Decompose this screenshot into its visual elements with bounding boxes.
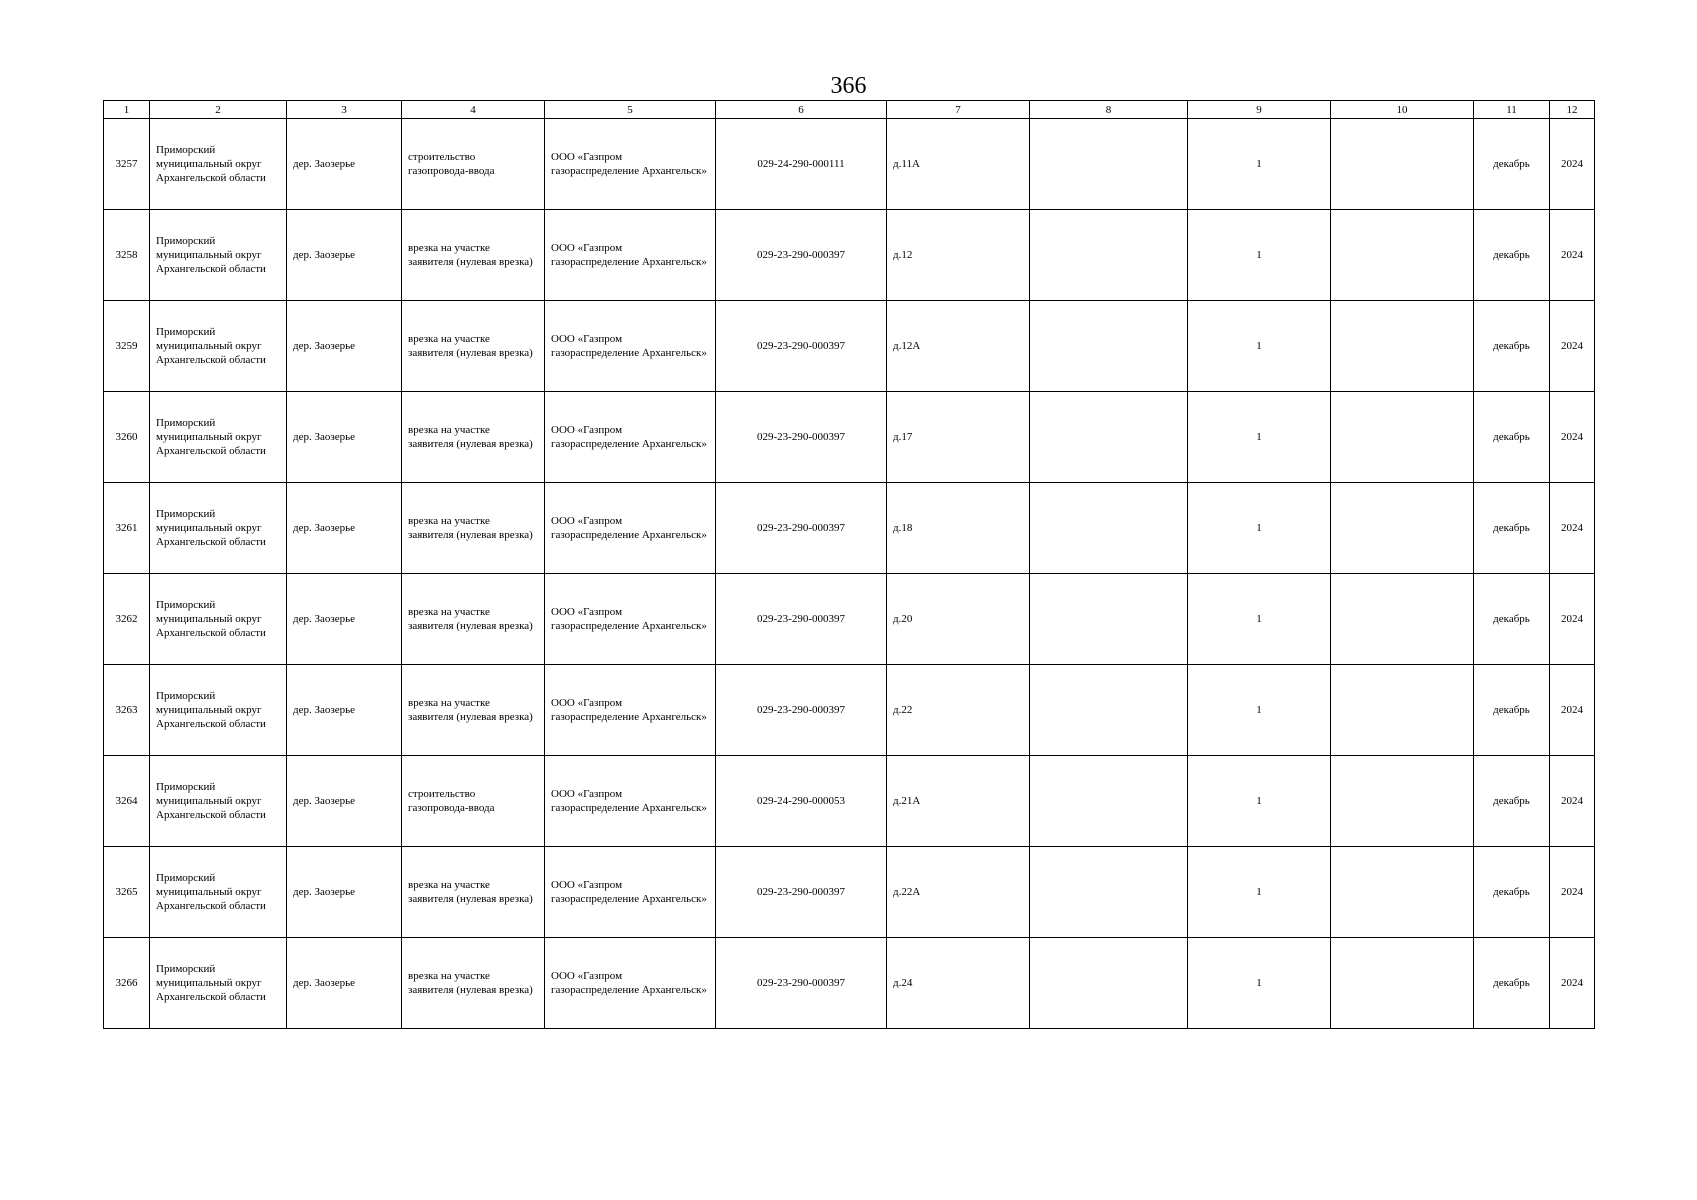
cell-col10 bbox=[1331, 847, 1474, 938]
table-row bbox=[104, 210, 1595, 301]
cell-count: 1 bbox=[1188, 938, 1331, 1029]
cell-month: декабрь bbox=[1474, 301, 1550, 392]
cell-col8 bbox=[1030, 847, 1188, 938]
cell-row-number: 3266 bbox=[104, 938, 150, 1029]
cell-settlement: дер. Заозерье bbox=[287, 938, 402, 1029]
cell-year: 2024 bbox=[1550, 665, 1595, 756]
cell-district: Приморский муниципальный округ Архангельской области bbox=[150, 483, 287, 574]
table-row bbox=[104, 665, 1595, 756]
cell-work-type: врезка на участке заявителя (нулевая врезка) bbox=[402, 847, 545, 938]
cell-row-number: 3259 bbox=[104, 301, 150, 392]
cell-count: 1 bbox=[1188, 392, 1331, 483]
cell-house: д.24 bbox=[887, 938, 1030, 1029]
cell-organization: ООО «Газпром газораспределение Архангельск» bbox=[545, 574, 716, 665]
column-header-2: 2 bbox=[150, 101, 287, 119]
cell-district: Приморский муниципальный округ Архангельской области bbox=[150, 756, 287, 847]
column-header-12: 12 bbox=[1550, 101, 1595, 119]
cell-code: 029-23-290-000397 bbox=[716, 392, 887, 483]
cell-count: 1 bbox=[1188, 119, 1331, 210]
cell-month: декабрь bbox=[1474, 938, 1550, 1029]
cell-row-number: 3261 bbox=[104, 483, 150, 574]
cell-organization: ООО «Газпром газораспределение Архангельск» bbox=[545, 210, 716, 301]
cell-col10 bbox=[1331, 574, 1474, 665]
cell-year: 2024 bbox=[1550, 119, 1595, 210]
cell-work-type: строительство газопровода-ввода bbox=[402, 756, 545, 847]
cell-settlement: дер. Заозерье bbox=[287, 301, 402, 392]
cell-house: д.12 bbox=[887, 210, 1030, 301]
cell-col10 bbox=[1331, 665, 1474, 756]
cell-row-number: 3263 bbox=[104, 665, 150, 756]
cell-work-type: врезка на участке заявителя (нулевая врезка) bbox=[402, 938, 545, 1029]
cell-district: Приморский муниципальный округ Архангельской области bbox=[150, 119, 287, 210]
cell-district: Приморский муниципальный округ Архангельской области bbox=[150, 392, 287, 483]
cell-house: д.20 bbox=[887, 574, 1030, 665]
column-header-3: 3 bbox=[287, 101, 402, 119]
cell-work-type: врезка на участке заявителя (нулевая врезка) bbox=[402, 665, 545, 756]
cell-district: Приморский муниципальный округ Архангельской области bbox=[150, 574, 287, 665]
gasification-registry-table bbox=[103, 100, 1595, 1029]
cell-code: 029-23-290-000397 bbox=[716, 665, 887, 756]
cell-organization: ООО «Газпром газораспределение Архангельск» bbox=[545, 301, 716, 392]
cell-organization: ООО «Газпром газораспределение Архангельск» bbox=[545, 847, 716, 938]
table-row bbox=[104, 938, 1595, 1029]
column-header-11: 11 bbox=[1474, 101, 1550, 119]
cell-col8 bbox=[1030, 574, 1188, 665]
cell-settlement: дер. Заозерье bbox=[287, 574, 402, 665]
cell-count: 1 bbox=[1188, 847, 1331, 938]
cell-year: 2024 bbox=[1550, 483, 1595, 574]
cell-work-type: врезка на участке заявителя (нулевая врезка) bbox=[402, 483, 545, 574]
cell-organization: ООО «Газпром газораспределение Архангельск» bbox=[545, 119, 716, 210]
cell-col8 bbox=[1030, 756, 1188, 847]
cell-code: 029-23-290-000397 bbox=[716, 301, 887, 392]
cell-house: д.17 bbox=[887, 392, 1030, 483]
cell-house: д.12А bbox=[887, 301, 1030, 392]
table-body bbox=[104, 101, 1595, 1029]
cell-organization: ООО «Газпром газораспределение Архангельск» bbox=[545, 392, 716, 483]
cell-col10 bbox=[1331, 301, 1474, 392]
cell-col10 bbox=[1331, 483, 1474, 574]
cell-settlement: дер. Заозерье bbox=[287, 756, 402, 847]
table-row bbox=[104, 756, 1595, 847]
cell-month: декабрь bbox=[1474, 392, 1550, 483]
cell-code: 029-24-290-000111 bbox=[716, 119, 887, 210]
cell-settlement: дер. Заозерье bbox=[287, 210, 402, 301]
column-header-10: 10 bbox=[1331, 101, 1474, 119]
cell-year: 2024 bbox=[1550, 756, 1595, 847]
cell-row-number: 3265 bbox=[104, 847, 150, 938]
cell-work-type: врезка на участке заявителя (нулевая врезка) bbox=[402, 574, 545, 665]
cell-year: 2024 bbox=[1550, 574, 1595, 665]
cell-settlement: дер. Заозерье bbox=[287, 392, 402, 483]
cell-house: д.21А bbox=[887, 756, 1030, 847]
cell-month: декабрь bbox=[1474, 756, 1550, 847]
cell-code: 029-23-290-000397 bbox=[716, 483, 887, 574]
cell-code: 029-23-290-000397 bbox=[716, 847, 887, 938]
cell-month: декабрь bbox=[1474, 119, 1550, 210]
cell-year: 2024 bbox=[1550, 392, 1595, 483]
cell-organization: ООО «Газпром газораспределение Архангельск» bbox=[545, 665, 716, 756]
cell-year: 2024 bbox=[1550, 210, 1595, 301]
cell-settlement: дер. Заозерье bbox=[287, 119, 402, 210]
cell-settlement: дер. Заозерье bbox=[287, 847, 402, 938]
cell-row-number: 3260 bbox=[104, 392, 150, 483]
cell-col8 bbox=[1030, 665, 1188, 756]
cell-row-number: 3258 bbox=[104, 210, 150, 301]
cell-count: 1 bbox=[1188, 756, 1331, 847]
column-header-8: 8 bbox=[1030, 101, 1188, 119]
cell-organization: ООО «Газпром газораспределение Архангельск» bbox=[545, 483, 716, 574]
cell-district: Приморский муниципальный округ Архангельской области bbox=[150, 301, 287, 392]
cell-work-type: врезка на участке заявителя (нулевая врезка) bbox=[402, 210, 545, 301]
cell-house: д.22 bbox=[887, 665, 1030, 756]
cell-district: Приморский муниципальный округ Архангельской области bbox=[150, 938, 287, 1029]
cell-month: декабрь bbox=[1474, 210, 1550, 301]
cell-year: 2024 bbox=[1550, 301, 1595, 392]
cell-house: д.11А bbox=[887, 119, 1030, 210]
table-row bbox=[104, 847, 1595, 938]
table-row bbox=[104, 119, 1595, 210]
table-row bbox=[104, 392, 1595, 483]
cell-col10 bbox=[1331, 756, 1474, 847]
cell-work-type: врезка на участке заявителя (нулевая врезка) bbox=[402, 392, 545, 483]
cell-col8 bbox=[1030, 210, 1188, 301]
cell-count: 1 bbox=[1188, 301, 1331, 392]
cell-organization: ООО «Газпром газораспределение Архангельск» bbox=[545, 938, 716, 1029]
cell-settlement: дер. Заозерье bbox=[287, 483, 402, 574]
column-header-6: 6 bbox=[716, 101, 887, 119]
cell-work-type: врезка на участке заявителя (нулевая врезка) bbox=[402, 301, 545, 392]
cell-count: 1 bbox=[1188, 210, 1331, 301]
cell-work-type: строительство газопровода-ввода bbox=[402, 119, 545, 210]
cell-settlement: дер. Заозерье bbox=[287, 665, 402, 756]
table-row bbox=[104, 483, 1595, 574]
cell-col10 bbox=[1331, 938, 1474, 1029]
cell-code: 029-23-290-000397 bbox=[716, 210, 887, 301]
column-header-5: 5 bbox=[545, 101, 716, 119]
cell-code: 029-24-290-000053 bbox=[716, 756, 887, 847]
cell-house: д.18 bbox=[887, 483, 1030, 574]
cell-month: декабрь bbox=[1474, 665, 1550, 756]
cell-count: 1 bbox=[1188, 574, 1331, 665]
cell-count: 1 bbox=[1188, 665, 1331, 756]
table-row bbox=[104, 301, 1595, 392]
cell-district: Приморский муниципальный округ Архангельской области bbox=[150, 210, 287, 301]
page-number: 366 bbox=[830, 73, 867, 99]
column-number-row bbox=[104, 101, 1595, 119]
cell-district: Приморский муниципальный округ Архангельской области bbox=[150, 847, 287, 938]
cell-year: 2024 bbox=[1550, 847, 1595, 938]
cell-col8 bbox=[1030, 119, 1188, 210]
cell-house: д.22А bbox=[887, 847, 1030, 938]
cell-year: 2024 bbox=[1550, 938, 1595, 1029]
cell-col10 bbox=[1331, 119, 1474, 210]
cell-code: 029-23-290-000397 bbox=[716, 574, 887, 665]
cell-month: декабрь bbox=[1474, 483, 1550, 574]
column-header-4: 4 bbox=[402, 101, 545, 119]
cell-month: декабрь bbox=[1474, 574, 1550, 665]
cell-month: декабрь bbox=[1474, 847, 1550, 938]
cell-col10 bbox=[1331, 392, 1474, 483]
cell-district: Приморский муниципальный округ Архангельской области bbox=[150, 665, 287, 756]
column-header-1: 1 bbox=[104, 101, 150, 119]
cell-col8 bbox=[1030, 392, 1188, 483]
cell-row-number: 3262 bbox=[104, 574, 150, 665]
cell-col8 bbox=[1030, 301, 1188, 392]
cell-row-number: 3257 bbox=[104, 119, 150, 210]
cell-row-number: 3264 bbox=[104, 756, 150, 847]
cell-organization: ООО «Газпром газораспределение Архангельск» bbox=[545, 756, 716, 847]
cell-col10 bbox=[1331, 210, 1474, 301]
cell-col8 bbox=[1030, 938, 1188, 1029]
column-header-9: 9 bbox=[1188, 101, 1331, 119]
cell-count: 1 bbox=[1188, 483, 1331, 574]
cell-code: 029-23-290-000397 bbox=[716, 938, 887, 1029]
column-header-7: 7 bbox=[887, 101, 1030, 119]
table-row bbox=[104, 574, 1595, 665]
cell-col8 bbox=[1030, 483, 1188, 574]
